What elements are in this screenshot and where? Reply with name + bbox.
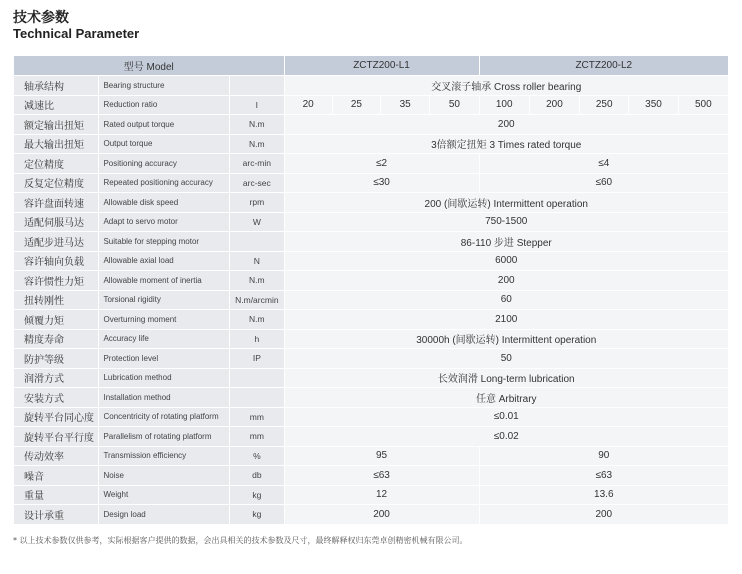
ratio-value: 50 <box>430 95 479 115</box>
param-value-l1: 12 <box>284 485 479 505</box>
param-unit: N.m <box>230 271 284 291</box>
param-value: 750-1500 <box>284 212 729 232</box>
param-name-en: Reduction ratio <box>99 95 230 115</box>
ratio-value: 500 <box>678 95 728 115</box>
header-model: 型号 Model <box>14 56 285 76</box>
param-name-cn: 润滑方式 <box>14 368 99 388</box>
header-model-l2: ZCTZ200-L2 <box>479 56 728 76</box>
param-name-cn: 定位精度 <box>14 154 99 174</box>
param-name-cn: 适配步进马达 <box>14 232 99 252</box>
param-name-en: Bearing structure <box>99 76 230 96</box>
param-name-en: Noise <box>99 466 230 486</box>
param-value: 交叉滚子轴承 Cross roller bearing <box>284 76 729 96</box>
param-value: 200 (间歇运转) Intermittent operation <box>284 193 729 213</box>
param-value: 任意 Arbitrary <box>284 388 729 408</box>
param-name-en: Rated output torque <box>99 115 230 135</box>
param-unit: h <box>230 329 284 349</box>
table-row <box>14 427 729 447</box>
param-unit: N <box>230 251 284 271</box>
param-name-en: Overturning moment <box>99 310 230 330</box>
param-name-en: Repeated positioning accuracy <box>99 173 230 193</box>
param-value: ≤0.01 <box>284 407 729 427</box>
table-row <box>14 310 729 330</box>
ratio-value: 20 <box>284 95 332 115</box>
param-name-en: Allowable disk speed <box>99 193 230 213</box>
param-value-l2: 90 <box>479 446 728 466</box>
param-value-l1: 200 <box>284 505 479 525</box>
param-unit <box>230 368 284 388</box>
param-name-en: Adapt to servo motor <box>99 212 230 232</box>
param-name-en: Weight <box>99 485 230 505</box>
ratio-value: 350 <box>629 95 678 115</box>
param-name-en: Installation method <box>99 388 230 408</box>
param-unit: kg <box>230 505 284 525</box>
table-row <box>14 154 729 174</box>
table-row <box>14 388 729 408</box>
param-name-cn: 传动效率 <box>14 446 99 466</box>
param-value-l2: ≤4 <box>479 154 728 174</box>
table-row <box>14 251 729 271</box>
param-name-en: Protection level <box>99 349 230 369</box>
param-value: 30000h (间歇运转) Intermittent operation <box>284 329 729 349</box>
table-row <box>14 232 729 252</box>
table-row <box>14 485 729 505</box>
table-row <box>14 290 729 310</box>
section-title-cn: 技术参数 <box>13 10 69 26</box>
table-row <box>14 466 729 486</box>
param-value-l2: 13.6 <box>479 485 728 505</box>
param-unit: mm <box>230 427 284 447</box>
param-value-l1: ≤63 <box>284 466 479 486</box>
param-unit: W <box>230 212 284 232</box>
param-name-en: Lubrication method <box>99 368 230 388</box>
param-name-en: Allowable axial load <box>99 251 230 271</box>
param-name-cn: 容许盘面转速 <box>14 193 99 213</box>
param-value-l2: 200 <box>479 505 728 525</box>
param-value: 86-110 步进 Stepper <box>284 232 729 252</box>
param-name-en: Output torque <box>99 134 230 154</box>
table-row <box>14 134 729 154</box>
table-row <box>14 505 729 525</box>
table-row <box>14 115 729 135</box>
param-value-l1: 95 <box>284 446 479 466</box>
param-value-l1: ≤2 <box>284 154 479 174</box>
ratio-value: 25 <box>332 95 380 115</box>
param-value-l1: ≤30 <box>284 173 479 193</box>
param-name-cn: 反复定位精度 <box>14 173 99 193</box>
param-name-en: Suitable for stepping motor <box>99 232 230 252</box>
param-name-en: Transmission efficiency <box>99 446 230 466</box>
param-value: 50 <box>284 349 729 369</box>
ratio-value: 250 <box>580 95 629 115</box>
param-name-en: Design load <box>99 505 230 525</box>
param-name-cn: 最大输出扭矩 <box>14 134 99 154</box>
table-row <box>14 407 729 427</box>
param-unit: IP <box>230 349 284 369</box>
table-row <box>14 95 729 115</box>
param-name-cn: 设计承重 <box>14 505 99 525</box>
param-name-cn: 容许惯性力矩 <box>14 271 99 291</box>
param-name-cn: 容许轴向负载 <box>14 251 99 271</box>
param-name-en: Positioning accuracy <box>99 154 230 174</box>
ratio-value: 35 <box>381 95 430 115</box>
param-value: 6000 <box>284 251 729 271</box>
param-value: 200 <box>284 271 729 291</box>
table-row <box>14 368 729 388</box>
table-row <box>14 446 729 466</box>
param-unit: rpm <box>230 193 284 213</box>
table-row <box>14 193 729 213</box>
param-name-en: Accuracy life <box>99 329 230 349</box>
table-row <box>14 212 729 232</box>
param-value: ≤0.02 <box>284 427 729 447</box>
param-unit: I <box>230 95 284 115</box>
table-row <box>14 329 729 349</box>
param-unit: N.m <box>230 310 284 330</box>
param-unit: kg <box>230 485 284 505</box>
param-name-cn: 扭转刚性 <box>14 290 99 310</box>
param-unit <box>230 388 284 408</box>
param-unit: db <box>230 466 284 486</box>
param-name-cn: 适配伺服马达 <box>14 212 99 232</box>
param-name-en: Parallelism of rotating platform <box>99 427 230 447</box>
spec-table <box>13 55 729 525</box>
param-unit: arc-min <box>230 154 284 174</box>
table-row <box>14 349 729 369</box>
param-unit: N.m/arcmin <box>230 290 284 310</box>
ratio-value: 200 <box>529 95 579 115</box>
param-unit: % <box>230 446 284 466</box>
param-value: 60 <box>284 290 729 310</box>
param-name-cn: 安装方式 <box>14 388 99 408</box>
ratio-value: 100 <box>479 95 529 115</box>
param-value-l2: ≤60 <box>479 173 728 193</box>
header-model-l1: ZCTZ200-L1 <box>284 56 479 76</box>
param-value-l2: ≤63 <box>479 466 728 486</box>
param-value: 长效润滑 Long-term lubrication <box>284 368 729 388</box>
section-title-en: Technical Parameter <box>13 26 140 41</box>
footnote: * 以上技术参数仅供参考，实际根据客户提供的数据，会出具相关的技术参数及尺寸，最终解释权归东莞卓创精密机械有限公司。 <box>13 536 468 545</box>
table-header-row <box>14 56 729 76</box>
param-unit: mm <box>230 407 284 427</box>
param-name-cn: 减速比 <box>14 95 99 115</box>
param-name-cn: 轴承结构 <box>14 76 99 96</box>
param-name-cn: 额定输出扭矩 <box>14 115 99 135</box>
table-row <box>14 76 729 96</box>
param-unit <box>230 232 284 252</box>
param-value: 3倍额定扭矩 3 Times rated torque <box>284 134 729 154</box>
param-unit: N.m <box>230 134 284 154</box>
table-row <box>14 271 729 291</box>
param-unit: N.m <box>230 115 284 135</box>
param-name-cn: 精度寿命 <box>14 329 99 349</box>
param-name-cn: 倾覆力矩 <box>14 310 99 330</box>
param-unit: arc-sec <box>230 173 284 193</box>
param-name-cn: 旋转平台同心度 <box>14 407 99 427</box>
param-unit <box>230 76 284 96</box>
table-row <box>14 173 729 193</box>
param-name-cn: 防护等级 <box>14 349 99 369</box>
param-name-cn: 重量 <box>14 485 99 505</box>
param-name-cn: 旋转平台平行度 <box>14 427 99 447</box>
param-value: 200 <box>284 115 729 135</box>
param-name-en: Torsional rigidity <box>99 290 230 310</box>
param-name-cn: 噪音 <box>14 466 99 486</box>
param-name-en: Concentricity of rotating platform <box>99 407 230 427</box>
param-name-en: Allowable moment of inertia <box>99 271 230 291</box>
param-value: 2100 <box>284 310 729 330</box>
